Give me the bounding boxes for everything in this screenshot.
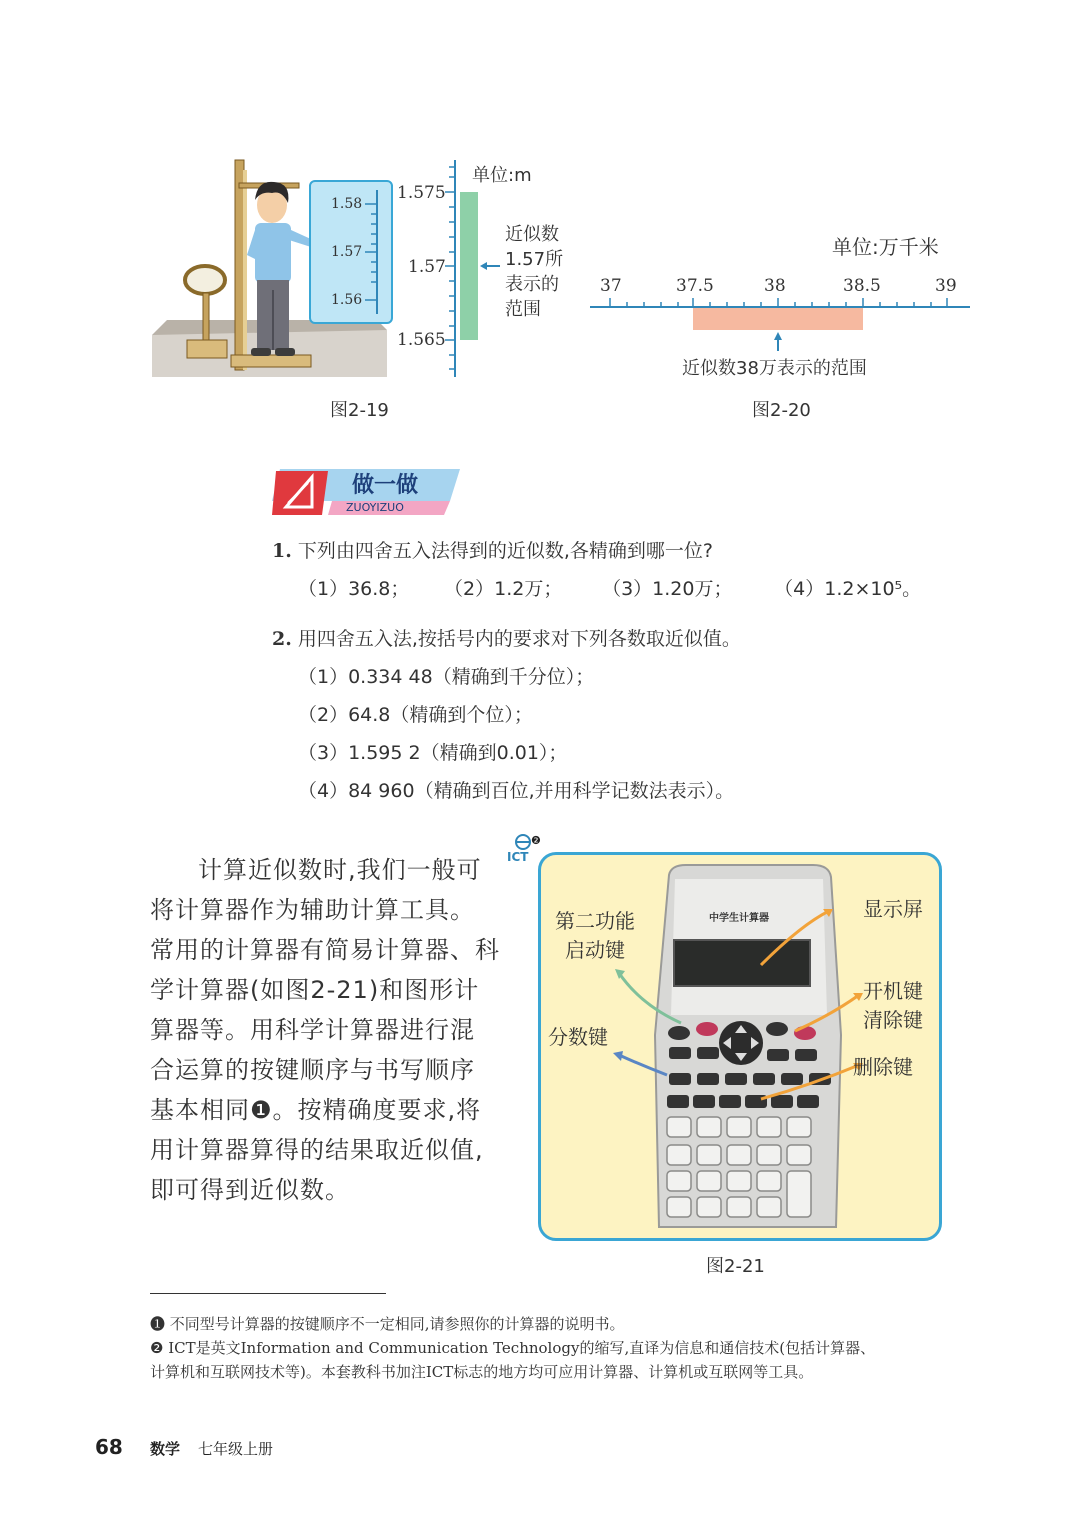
body-line: 将计算器作为辅助计算工具。 xyxy=(150,896,475,924)
fig20-tick-38-5: 38.5 xyxy=(843,276,881,296)
body-line: 计算近似数时,我们一般可 xyxy=(198,856,482,884)
body-line: 合运算的按键顺序与书写顺序 xyxy=(150,1056,475,1084)
vertical-ruler xyxy=(440,155,500,380)
ruler-label-top: 1.575 xyxy=(397,183,446,203)
fig19-note: 近似数 1.57所 表示的 范围 xyxy=(505,224,564,320)
question-2-text: 用四舍五入法,按括号内的要求对下列各数取近似值。 xyxy=(297,628,741,650)
question-2-item: （1）0.334 48（精确到千分位）； xyxy=(298,666,595,688)
fig20-tick-38: 38 xyxy=(764,276,786,296)
body-line: 用计算器算得的结果取近似值, xyxy=(150,1136,484,1164)
fig20-caption: 图2-20 xyxy=(752,400,811,421)
question-2-item: （3）1.595 2（精确到0.01）； xyxy=(298,742,568,764)
footnote-2: ❷ ICT是英文Information and Communication Technology的缩写,直译为信息和通信技术(包括计算器、 xyxy=(150,1339,876,1357)
question-1-item: （4）1.2×10⁵。 xyxy=(774,578,922,600)
question-1-item: （1）36.8； xyxy=(298,578,410,600)
question-1-item: （3）1.20万； xyxy=(602,578,733,600)
zoomed-scale-box xyxy=(309,180,393,324)
number-line xyxy=(590,296,975,356)
page-number: 68 xyxy=(95,1435,123,1459)
fig20-range-label: 近似数38万表示的范围 xyxy=(682,358,867,379)
footnote-divider xyxy=(150,1293,386,1294)
question-2-number: 2. xyxy=(272,628,292,650)
question-1-text: 下列由四舍五入法得到的近似数,各精确到哪一位? xyxy=(297,540,714,562)
label-power-clear: 开机键 清除键 xyxy=(863,979,923,1032)
ict-footnote-mark: ❷ xyxy=(531,834,541,847)
activity-title: 做一做 xyxy=(352,473,419,498)
body-line: 算器等。用科学计算器进行混 xyxy=(150,1016,475,1044)
fig20-unit: 单位:万千米 xyxy=(832,235,939,259)
question-2 xyxy=(272,624,741,651)
label-second-function: 第二功能 启动键 xyxy=(555,909,635,962)
ruler-label-bottom: 1.565 xyxy=(397,330,446,350)
activity-header xyxy=(272,465,462,519)
body-line: 基本相同❶。按精确度要求,将 xyxy=(150,1096,482,1124)
fig20-tick-37-5: 37.5 xyxy=(676,276,714,296)
question-2-item: （2）64.8（精确到个位）； xyxy=(298,704,533,726)
question-1-items xyxy=(298,574,921,601)
box-tick-3: 1.56 xyxy=(331,292,363,308)
box-tick-2: 1.57 xyxy=(331,244,363,260)
fig19-caption: 图2-19 xyxy=(330,400,389,421)
activity-subtitle: ZUOYIZUO xyxy=(346,501,404,514)
ruler-label-mid: 1.57 xyxy=(408,257,446,277)
question-1-item: （2）1.2万； xyxy=(444,578,563,600)
footnote-1: ❶ 不同型号计算器的按键顺序不一定相同,请参照你的计算器的说明书。 xyxy=(150,1315,625,1333)
box-tick-1: 1.58 xyxy=(331,196,363,212)
fig19-unit: 单位:m xyxy=(472,165,532,186)
calculator-brand: 中学生计算器 xyxy=(709,913,769,924)
question-2-item: （4）84 960（精确到百位,并用科学记数法表示）。 xyxy=(298,780,735,802)
ict-label: ICT xyxy=(507,850,529,864)
body-line: 即可得到近似数。 xyxy=(150,1176,350,1204)
label-fraction-key: 分数键 xyxy=(548,1025,608,1049)
fig20-tick-37: 37 xyxy=(600,276,622,296)
book-grade: 七年级上册 xyxy=(198,1440,274,1458)
question-1 xyxy=(272,536,713,563)
label-display: 显示屏 xyxy=(863,897,923,921)
fig20-tick-39: 39 xyxy=(935,276,957,296)
footnote-2-cont: 计算机和互联网技术等)。本套教科书加注ICT标志的地方均可应用计算器、计算机或互联网等工具。 xyxy=(150,1363,814,1381)
calculator-panel xyxy=(538,852,942,1241)
body-line: 学计算器(如图2-21)和图形计 xyxy=(150,976,480,1004)
body-line: 常用的计算器有简易计算器、科 xyxy=(150,936,500,964)
question-1-number: 1. xyxy=(272,540,292,562)
book-subject: 数学 xyxy=(150,1440,181,1458)
label-delete-key: 删除键 xyxy=(853,1055,913,1079)
fig21-caption: 图2-21 xyxy=(706,1256,765,1277)
